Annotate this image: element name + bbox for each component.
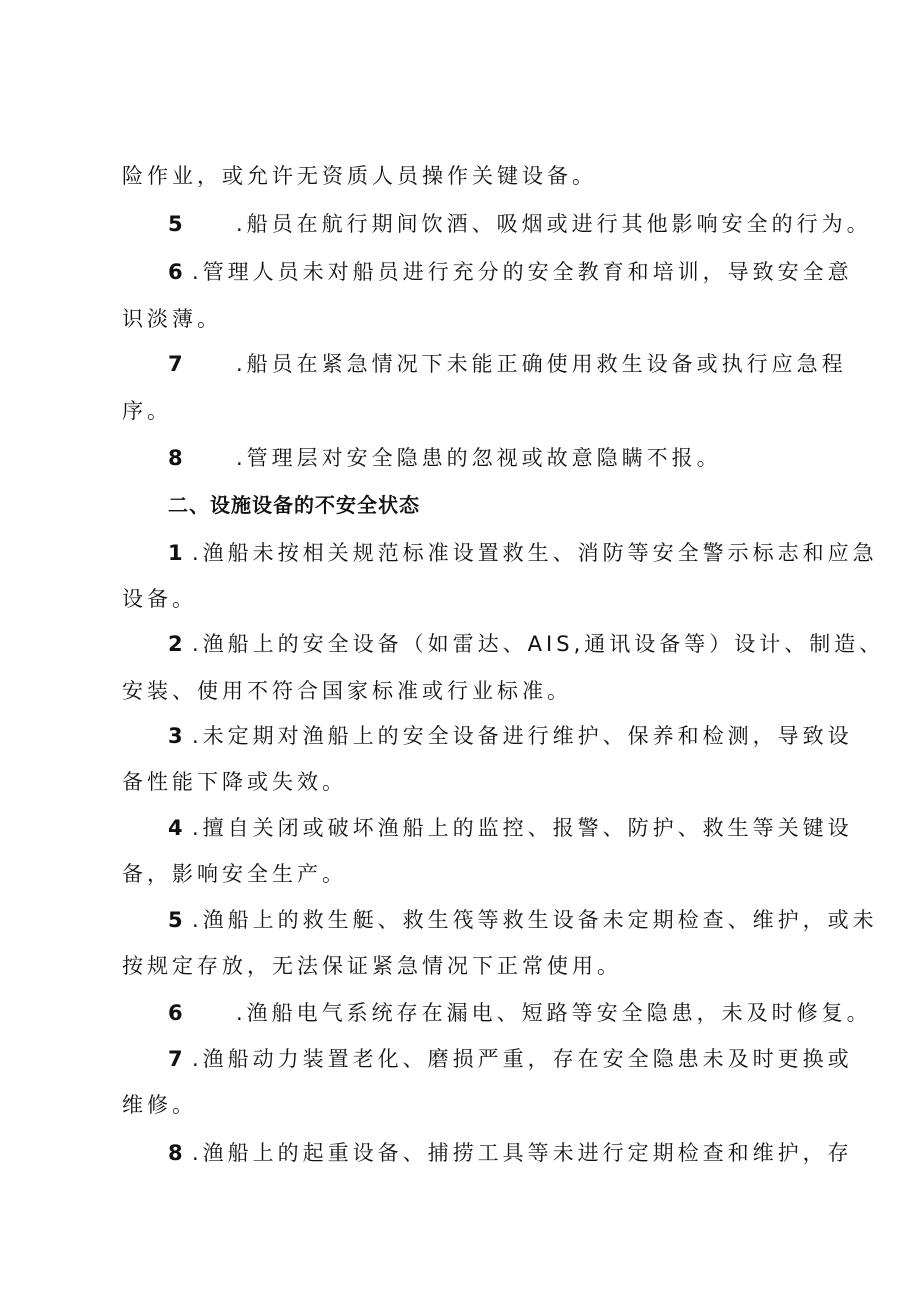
text-line: 序。 <box>122 399 172 423</box>
item-number: 5 <box>168 212 187 236</box>
item-number: 7 <box>168 352 187 376</box>
text-line: 按规定存放，无法保证紧急情况下正常使用。 <box>122 954 622 978</box>
item-number: 2 <box>168 632 187 656</box>
item-number: 7 <box>168 1047 187 1071</box>
text-line: 备，影响安全生产。 <box>122 862 347 886</box>
section-heading: 二、设施设备的不安全状态 <box>168 493 420 517</box>
item-number: 6 <box>168 1001 187 1025</box>
item-number: 8 <box>168 446 187 470</box>
list-item: 8 .渔船上的起重设备、捕捞工具等未进行定期检查和维护，存 <box>168 1138 853 1168</box>
item-number: 3 <box>168 724 187 748</box>
item-number: 6 <box>168 260 187 284</box>
item-number: 5 <box>168 908 187 932</box>
list-item: 3 .未定期对渔船上的安全设备进行维护、保养和检测，导致设 <box>168 721 853 751</box>
list-item: 5 .船员在航行期间饮酒、吸烟或进行其他影响安全的行为。 <box>168 209 872 239</box>
list-item: 4 .擅自关闭或破坏渔船上的监控、报警、防护、救生等关键设 <box>168 813 853 843</box>
text-line: 设备。 <box>122 587 197 611</box>
list-item: 7 .渔船动力装置老化、磨损严重，存在安全隐患未及时更换或 <box>168 1044 853 1074</box>
list-item: 6 .渔船电气系统存在漏电、短路等安全隐患，未及时修复。 <box>168 998 872 1028</box>
list-item: 8 .管理层对安全隐患的忽视或故意隐瞒不报。 <box>168 443 722 473</box>
list-item: 5 .渔船上的救生艇、救生筏等救生设备未定期检查、维护，或未 <box>168 905 878 935</box>
item-number: 4 <box>168 816 187 840</box>
list-item: 1 .渔船未按相关规范标准设置救生、消防等安全警示标志和应急 <box>168 538 878 568</box>
item-number: 1 <box>168 541 187 565</box>
list-item: 6 .管理人员未对船员进行充分的安全教育和培训，导致安全意 <box>168 257 853 287</box>
text-line: 备性能下降或失效。 <box>122 770 347 794</box>
text-line: 险作业，或允许无资质人员操作关键设备。 <box>122 164 597 188</box>
text-line: 维修。 <box>122 1093 197 1117</box>
list-item: 7 .船员在紧急情况下未能正确使用救生设备或执行应急程 <box>168 349 847 379</box>
text-line: 识淡薄。 <box>122 307 222 331</box>
list-item: 2 .渔船上的安全设备（如雷达、AIS,通讯设备等）设计、制造、 <box>168 629 884 659</box>
item-number: 8 <box>168 1141 187 1165</box>
text-line: 安装、使用不符合国家标准或行业标准。 <box>122 679 572 703</box>
